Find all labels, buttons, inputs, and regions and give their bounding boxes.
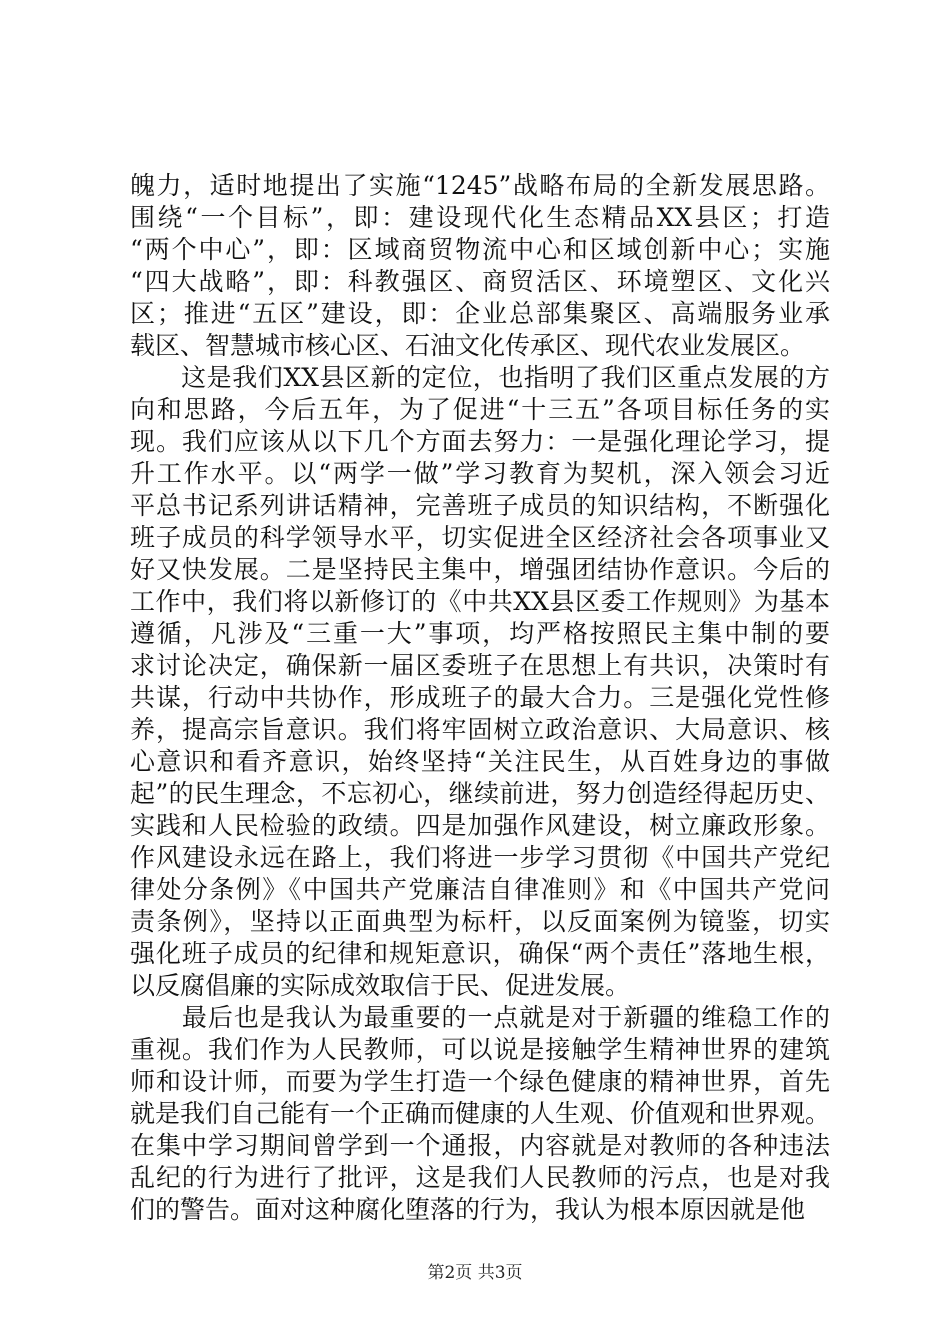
text-line: 向和思路，今后五年，为了促进“十三五”各项目标任务的实 (130, 395, 830, 424)
text-line: 在集中学习期间曾学到一个通报，内容就是对教师的各种违法 (130, 1131, 830, 1160)
text-line: “四大战略”，即：科教强区、商贸活区、环境塑区、文化兴 (130, 267, 830, 296)
text-line: 这是我们XX县区新的定位，也指明了我们区重点发展的方 (130, 363, 830, 392)
text-line: 师和设计师，而要为学生打造一个绿色健康的精神世界，首先 (130, 1067, 830, 1096)
text-line: 实践和人民检验的政绩。四是加强作风建设，树立廉政形象。 (130, 811, 830, 840)
text-line: 共谋，行动中共协作，形成班子的最大合力。三是强化党性修 (130, 683, 830, 712)
text-line: 养，提高宗旨意识。我们将牢固树立政治意识、大局意识、核 (130, 715, 830, 744)
text-line: 求讨论决定，确保新一届区委班子在思想上有共识，决策时有 (130, 651, 830, 680)
text-line: 工作中，我们将以新修订的《中共XX县区委工作规则》为基本 (130, 587, 830, 616)
text-line: “两个中心”，即：区域商贸物流中心和区域创新中心；实施 (130, 235, 830, 264)
text-line: 班子成员的科学领导水平，切实促进全区经济社会各项事业又 (130, 523, 830, 552)
body-text (130, 170, 830, 1226)
text-line: 平总书记系列讲话精神，完善班子成员的知识结构，不断强化 (130, 491, 830, 520)
text-line: 乱纪的行为进行了批评，这是我们人民教师的污点，也是对我 (130, 1163, 830, 1192)
text-line: 们的警告。面对这种腐化堕落的行为，我认为根本原因就是他 (130, 1195, 806, 1224)
text-line: 责条例》，坚持以正面典型为标杆，以反面案例为镜鉴，切实 (130, 907, 830, 936)
text-line: 心意识和看齐意识，始终坚持“关注民生，从百姓身边的事做 (130, 747, 830, 776)
text-line: 遵循，凡涉及“三重一大”事项，均严格按照民主集中制的要 (130, 619, 830, 648)
page-footer: 第2页 共3页 (427, 1263, 523, 1283)
text-line: 起”的民生理念，不忘初心，继续前进，努力创造经得起历史、 (130, 779, 830, 808)
text-line: 现。我们应该从以下几个方面去努力：一是强化理论学习，提 (130, 427, 830, 456)
text-line: 作风建设永远在路上，我们将进一步学习贯彻《中国共产党纪 (130, 843, 830, 872)
text-line: 载区、智慧城市核心区、石油文化传承区、现代农业发展区。 (130, 331, 806, 360)
text-line: 围绕“一个目标”，即：建设现代化生态精品XX县区；打造 (130, 203, 830, 232)
text-line: 以反腐倡廉的实际成效取信于民、促进发展。 (130, 971, 631, 1000)
text-line: 就是我们自己能有一个正确而健康的人生观、价值观和世界观。 (130, 1099, 831, 1128)
text-line: 魄力，适时地提出了实施“1245”战略布局的全新发展思路。 (130, 171, 830, 200)
text-line: 升工作水平。以“两学一做”学习教育为契机，深入领会习近 (130, 459, 830, 488)
text-line: 强化班子成员的纪律和规矩意识，确保“两个责任”落地生根， (130, 939, 830, 968)
text-line: 好又快发展。二是坚持民主集中，增强团结协作意识。今后的 (130, 555, 830, 584)
text-line: 最后也是我认为最重要的一点就是对于新疆的维稳工作的 (130, 1003, 830, 1032)
text-line: 重视。我们作为人民教师，可以说是接触学生精神世界的建筑 (130, 1035, 830, 1064)
text-line: 律处分条例》《中国共产党廉洁自律准则》和《中国共产党问 (130, 875, 830, 904)
text-line: 区；推进“五区”建设，即：企业总部集聚区、高端服务业承 (130, 299, 830, 328)
